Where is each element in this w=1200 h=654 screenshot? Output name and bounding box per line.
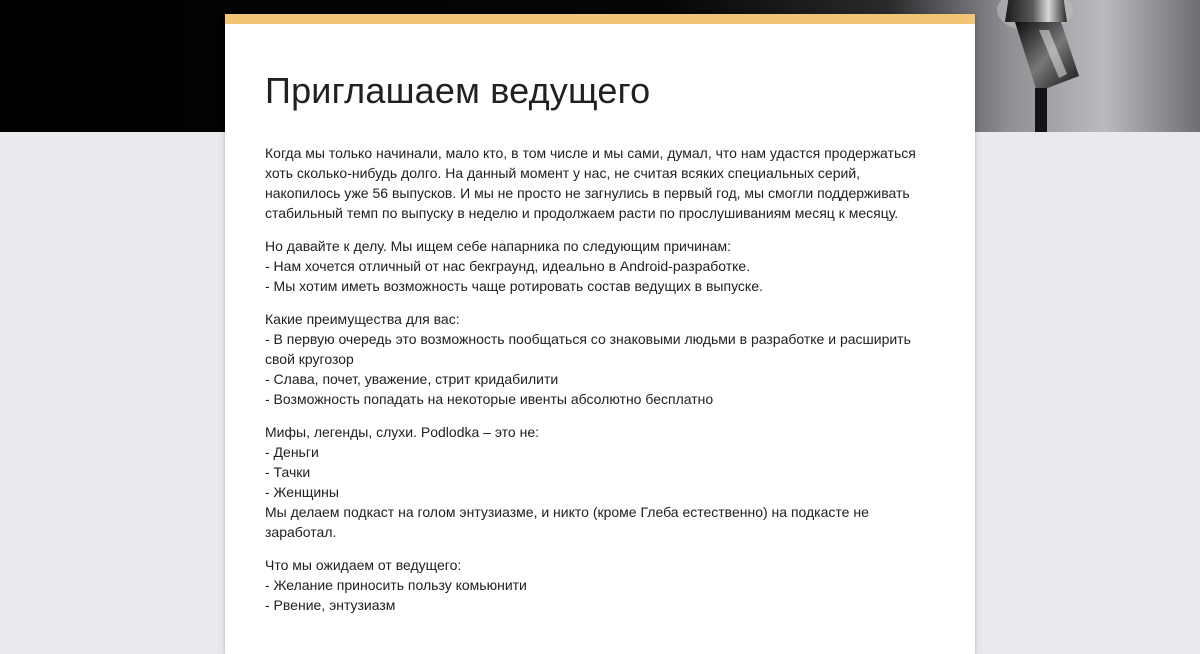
description-line: - Желание приносить пользу комьюнити xyxy=(265,577,527,593)
description-line: - Возможность попадать на некоторые ивенты абсолютно бесплатно xyxy=(265,391,714,407)
description-line: - Слава, почет, уважение, стрит кридабилити xyxy=(265,371,559,387)
description-line: - Нам хочется отличный от нас бекграунд, идеально в Android-разработке. xyxy=(265,258,751,274)
description-line: - Тачки xyxy=(265,464,311,480)
description-paragraph xyxy=(265,555,935,615)
description-line: - Мы хотим иметь возможность чаще ротировать состав ведущих в выпуске. xyxy=(265,278,763,294)
description-paragraph xyxy=(265,236,935,296)
microphone-icon xyxy=(975,0,1200,132)
form-description xyxy=(265,143,935,615)
description-line: Мифы, легенды, слухи. Podlodka – это не: xyxy=(265,424,540,440)
description-line: - Женщины xyxy=(265,484,339,500)
description-line: Мы делаем подкаст на голом энтузиазме, и никто (кроме Глеба естественно) на подкасте не заработал. xyxy=(265,504,869,540)
form-title: Приглашаем ведущего xyxy=(265,70,651,111)
form-card xyxy=(225,14,975,654)
description-line: Что мы ожидаем от ведущего: xyxy=(265,557,462,573)
description-line: Но давайте к делу. Мы ищем себе напарника по следующим причинам: xyxy=(265,238,731,254)
description-line: - В первую очередь это возможность пообщаться со знаковыми людьми в разработке и расширить свой кругозор xyxy=(265,331,911,367)
description-line: - Деньги xyxy=(265,444,319,460)
description-paragraph xyxy=(265,143,935,223)
description-line: - Рвение, энтузиазм xyxy=(265,597,396,613)
description-line: Когда мы только начинали, мало кто, в том числе и мы сами, думал, что нам удастся продержаться хоть сколько-нибудь долго. На данный момент у нас, не считая всяких специальных серий, накопилось уже 56 выпусков. И мы не просто не загнулись в первый год, мы смогли поддерживать стабильный темп по выпуску в неделю и продолжаем расти по прослушиваниям месяц к месяцу. xyxy=(265,145,916,221)
description-paragraph xyxy=(265,422,935,542)
description-line: Какие преимущества для вас: xyxy=(265,311,460,327)
description-paragraph xyxy=(265,309,935,409)
